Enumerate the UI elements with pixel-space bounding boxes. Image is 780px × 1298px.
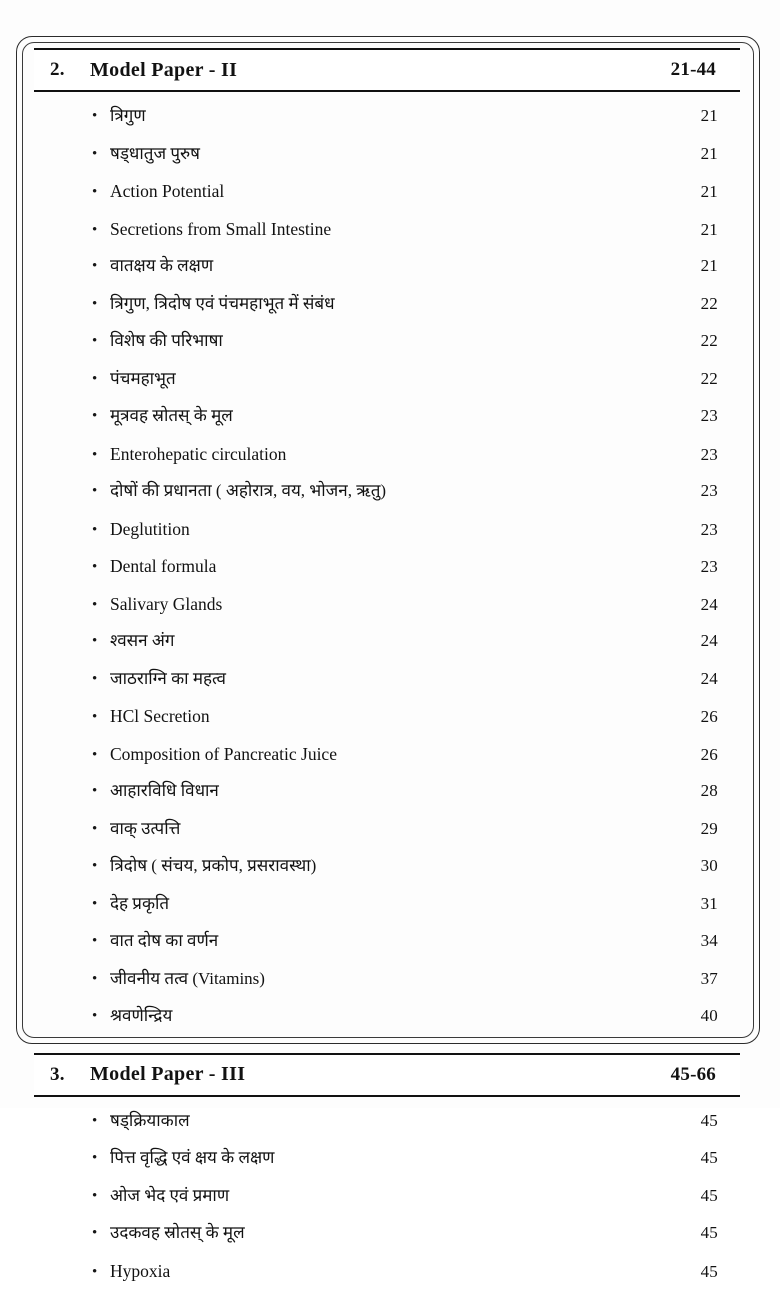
entry-page-number: 21 (622, 256, 718, 276)
entry-page-number: 45 (622, 1262, 718, 1282)
entry-page-number: 21 (622, 106, 718, 126)
entry-page-number: 45 (622, 1186, 718, 1206)
entry-label: ओज भेद एवं प्रमाण (110, 1186, 622, 1206)
chapter-page-range: 21-44 (618, 59, 738, 81)
list-item[interactable] (28, 1223, 748, 1261)
list-item[interactable] (28, 856, 748, 894)
bullet-icon: • (92, 109, 110, 124)
bullet-icon: • (92, 598, 110, 613)
bullet-icon: • (92, 297, 110, 312)
chapter-title: Model Paper - II (90, 59, 618, 82)
entry-label: Salivary Glands (110, 594, 622, 615)
bullet-icon: • (92, 1114, 110, 1129)
entry-label: जीवनीय तत्व (Vitamins) (110, 969, 622, 989)
bullet-icon: • (92, 1009, 110, 1024)
list-item[interactable] (28, 969, 748, 1007)
entry-page-number: 22 (622, 331, 718, 351)
entry-label: दोषों की प्रधानता ( अहोरात्र, वय, भोजन, ऋतु) (110, 481, 622, 501)
entry-label: Dental formula (110, 556, 622, 577)
entry-label: षड्धातुज पुरुष (110, 144, 622, 164)
entry-page-number: 45 (622, 1148, 718, 1168)
list-item[interactable] (28, 669, 748, 707)
entry-page-number: 24 (622, 669, 718, 689)
entry-list-section-3 (28, 1111, 748, 1298)
entry-label: Deglutition (110, 519, 622, 540)
entry-page-number: 30 (622, 856, 718, 876)
entry-list-section-2 (28, 106, 748, 1044)
bullet-icon: • (92, 710, 110, 725)
bullet-icon: • (92, 185, 110, 200)
list-item[interactable] (28, 1261, 748, 1298)
table-of-contents (28, 48, 748, 1032)
spacer (28, 92, 748, 106)
chapter-title: Model Paper - III (90, 1063, 618, 1086)
bullet-icon: • (92, 372, 110, 387)
entry-label: जाठराग्नि का महत्व (110, 669, 622, 689)
list-item[interactable] (28, 294, 748, 332)
chapter-heading-row[interactable] (34, 48, 740, 92)
list-item[interactable] (28, 369, 748, 407)
list-item[interactable] (28, 1111, 748, 1149)
list-item[interactable] (28, 744, 748, 782)
entry-label: षड्क्रियाकाल (110, 1111, 622, 1131)
bullet-icon: • (92, 523, 110, 538)
entry-label: श्वसन अंग (110, 631, 622, 651)
bullet-icon: • (92, 560, 110, 575)
list-item[interactable] (28, 1186, 748, 1224)
entry-page-number: 40 (622, 1006, 718, 1026)
bullet-icon: • (92, 1226, 110, 1241)
list-item[interactable] (28, 819, 748, 857)
entry-label: उदकवह स्रोतस् के मूल (110, 1223, 622, 1243)
entry-label: त्रिगुण (110, 106, 622, 126)
list-item[interactable] (28, 1148, 748, 1186)
entry-page-number: 23 (622, 520, 718, 540)
list-item[interactable] (28, 781, 748, 819)
entry-label: श्रवणेन्द्रिय (110, 1006, 622, 1026)
entry-page-number: 31 (622, 894, 718, 914)
entry-label: वाक् उत्पत्ति (110, 819, 622, 839)
entry-page-number: 23 (622, 445, 718, 465)
bullet-icon: • (92, 1189, 110, 1204)
list-item[interactable] (28, 219, 748, 257)
entry-page-number: 45 (622, 1223, 718, 1243)
entry-label: पित्त वृद्धि एवं क्षय के लक्षण (110, 1148, 622, 1168)
entry-label: Action Potential (110, 181, 622, 202)
list-item[interactable] (28, 256, 748, 294)
entry-label: Secretions from Small Intestine (110, 219, 622, 240)
entry-page-number: 23 (622, 557, 718, 577)
entry-label: पंचमहाभूत (110, 369, 622, 389)
bullet-icon: • (92, 448, 110, 463)
bullet-icon: • (92, 784, 110, 799)
bullet-icon: • (92, 634, 110, 649)
list-item[interactable] (28, 181, 748, 219)
bullet-icon: • (92, 672, 110, 687)
bullet-icon: • (92, 409, 110, 424)
entry-page-number: 29 (622, 819, 718, 839)
entry-label: मूत्रवह स्रोतस् के मूल (110, 406, 622, 426)
list-item[interactable] (28, 594, 748, 632)
bullet-icon: • (92, 223, 110, 238)
bullet-icon: • (92, 1151, 110, 1166)
list-item[interactable] (28, 556, 748, 594)
spacer (28, 1044, 748, 1053)
entry-page-number: 24 (622, 595, 718, 615)
entry-page-number: 24 (622, 631, 718, 651)
chapter-number: 3. (36, 1064, 90, 1086)
entry-page-number: 26 (622, 707, 718, 727)
entry-page-number: 26 (622, 745, 718, 765)
bullet-icon: • (92, 484, 110, 499)
entry-label: त्रिगुण, त्रिदोष एवं पंचमहाभूत में संबंध (110, 294, 622, 314)
entry-page-number: 21 (622, 182, 718, 202)
entry-label: Enterohepatic circulation (110, 444, 622, 465)
list-item[interactable] (28, 331, 748, 369)
bullet-icon: • (92, 1265, 110, 1280)
entry-page-number: 21 (622, 220, 718, 240)
entry-label: वात दोष का वर्णन (110, 931, 622, 951)
spacer (28, 1097, 748, 1111)
entry-page-number: 37 (622, 969, 718, 989)
list-item[interactable] (28, 894, 748, 932)
list-item[interactable] (28, 931, 748, 969)
list-item[interactable] (28, 706, 748, 744)
entry-page-number: 22 (622, 369, 718, 389)
entry-label: Composition of Pancreatic Juice (110, 744, 622, 765)
bullet-icon: • (92, 859, 110, 874)
entry-page-number: 22 (622, 294, 718, 314)
entry-label: विशेष की परिभाषा (110, 331, 622, 351)
bullet-icon: • (92, 897, 110, 912)
bullet-icon: • (92, 748, 110, 763)
bullet-icon: • (92, 334, 110, 349)
chapter-heading-row[interactable] (34, 1053, 740, 1097)
entry-label: त्रिदोष ( संचय, प्रकोप, प्रसरावस्था) (110, 856, 622, 876)
entry-page-number: 28 (622, 781, 718, 801)
entry-page-number: 23 (622, 481, 718, 501)
entry-page-number: 45 (622, 1111, 718, 1131)
bullet-icon: • (92, 934, 110, 949)
list-item[interactable] (28, 631, 748, 669)
entry-page-number: 34 (622, 931, 718, 951)
chapter-number: 2. (36, 59, 90, 81)
bullet-icon: • (92, 259, 110, 274)
list-item[interactable] (28, 519, 748, 557)
list-item[interactable] (28, 406, 748, 444)
bullet-icon: • (92, 822, 110, 837)
entry-page-number: 23 (622, 406, 718, 426)
list-item[interactable] (28, 481, 748, 519)
entry-label: Hypoxia (110, 1261, 622, 1282)
entry-page-number: 21 (622, 144, 718, 164)
entry-label: HCl Secretion (110, 706, 622, 727)
list-item[interactable] (28, 106, 748, 144)
entry-label: वातक्षय के लक्षण (110, 256, 622, 276)
list-item[interactable] (28, 444, 748, 482)
bullet-icon: • (92, 972, 110, 987)
entry-label: आहारविधि विधान (110, 781, 622, 801)
chapter-page-range: 45-66 (618, 1064, 738, 1086)
bullet-icon: • (92, 147, 110, 162)
list-item[interactable] (28, 144, 748, 182)
list-item[interactable] (28, 1006, 748, 1044)
entry-label: देह प्रकृति (110, 894, 622, 914)
